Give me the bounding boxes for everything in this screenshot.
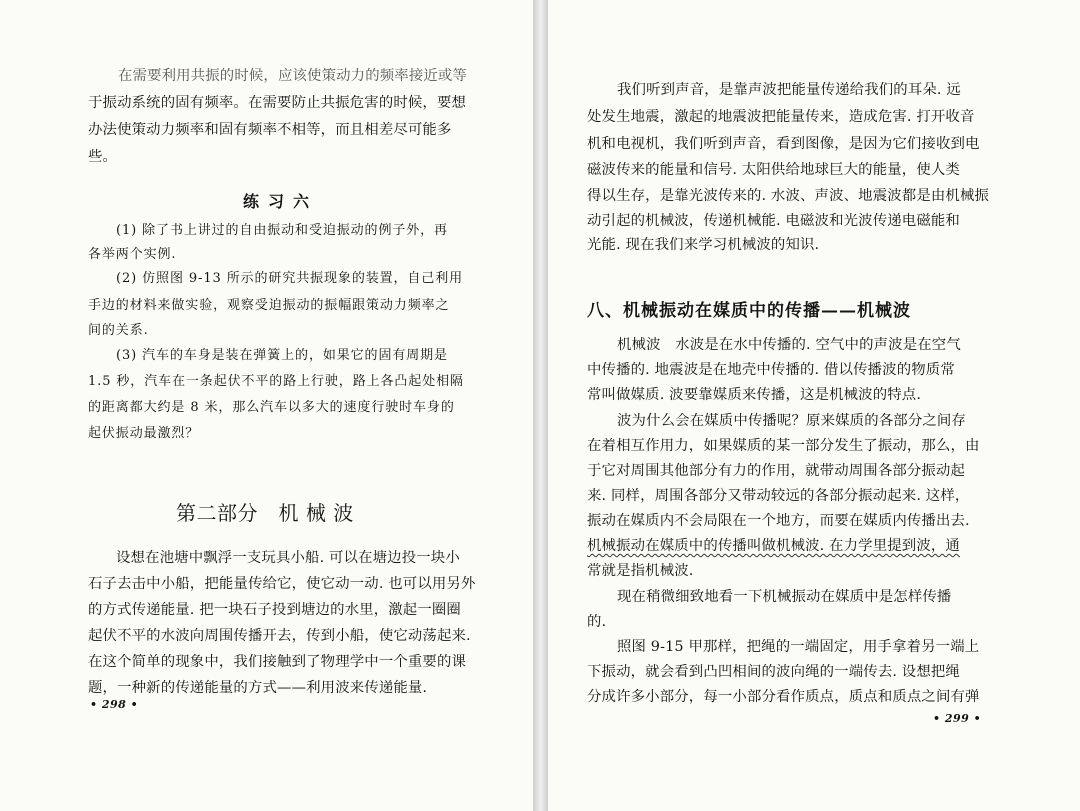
text-line: 些。 xyxy=(88,149,118,165)
text-line: 照图 9-15 甲那样，把绳的一端固定，用手拿着另一端上 xyxy=(617,639,980,655)
exercise-line: 间的关系. xyxy=(88,323,149,338)
text-line: 题，一种新的传递能量的方式——利用波来传递能量. xyxy=(88,680,428,696)
text-line: 在这个简单的现象中，我们接触到了物理学中一个重要的课 xyxy=(88,654,467,670)
text-line: 设想在池塘中飘浮一支玩具小船. 可以在塘边投一块小 xyxy=(116,550,460,566)
exercise-line: 1.5 秒，汽车在一条起伏不平的路上行驶，路上各凸起处相隔 xyxy=(88,374,464,389)
exercise-line: 的距离都大约是 8 米，那么汽车以多大的速度行驶时车身的 xyxy=(88,400,455,415)
text-line: 动引起的机械波，传递机械能. 电磁波和光波传递电磁能和 xyxy=(587,213,960,229)
text-line: 机械波 水波是在水中传播的. 空气中的声波是在空气 xyxy=(617,337,961,353)
text-line: 在需要利用共振的时候，应该使策动力的频率接近或等 xyxy=(118,68,467,84)
text-line-definition: 机械振动在媒质中的传播叫做机械波. 在力学里提到波，通 xyxy=(587,538,960,554)
text-line: 我们听到声音，是靠声波把能量传递给我们的耳朵. 远 xyxy=(617,82,961,98)
exercise-line: 各举两个实例. xyxy=(88,247,177,262)
page-number: • 298 • xyxy=(90,698,139,711)
text-line: 处发生地震，激起的地震波把能量传来，造成危害. 打开收音 xyxy=(587,109,975,125)
text-line: 波为什么会在媒质中传播呢？原来媒质的各部分之间存 xyxy=(617,413,966,429)
part-title: 第二部分 机 械 波 xyxy=(176,501,354,525)
text-line: 下振动，就会看到凸凹相间的波向绳的一端传去. 设想把绳 xyxy=(587,664,960,680)
right-page xyxy=(548,0,1080,811)
left-page xyxy=(0,0,533,811)
exercise-line: (2) 仿照图 9-13 所示的研究共振现象的装置，自己利用 xyxy=(116,271,464,286)
text-line: 的方式传递能量. 把一块石子投到塘边的水里，激起一圈圈 xyxy=(88,602,461,618)
text-line: 常叫做媒质. 波要靠媒质来传播，这是机械波的特点. xyxy=(587,387,922,403)
text-line: 光能. 现在我们来学习机械波的知识. xyxy=(587,237,820,253)
text-line: 机和电视机，我们听到声音，看到图像，是因为它们接收到电 xyxy=(587,136,980,152)
text-line: 常就是指机械波. xyxy=(587,563,694,579)
text-line: 在着相互作用力，如果媒质的某一部分发生了振动，那么，由 xyxy=(587,438,980,454)
book-gutter xyxy=(533,0,548,811)
exercise-line: (1) 除了书上讲过的自由振动和受迫振动的例子外，再 xyxy=(116,223,448,238)
page-number: • 299 • xyxy=(933,712,982,725)
text-line: 磁波传来的能量和信号. 太阳供给地球巨大的能量，使人类 xyxy=(587,162,960,178)
text-line: 来. 同样，周围各部分又带动较远的各部分振动起来. 这样， xyxy=(587,488,970,504)
text-line: 振动在媒质内不会局限在一个地方，而要在媒质内传播出去. xyxy=(587,513,970,529)
text-line: 办法使策动力频率和固有频率不相等，而且相差尽可能多 xyxy=(88,122,452,138)
exercise-line: 手边的材料来做实验，观察受迫振动的振幅跟策动力频率之 xyxy=(88,298,450,313)
chapter-title: 八、机械振动在媒质中的传播——机械波 xyxy=(587,301,911,321)
exercise-line: (3) 汽车的车身是装在弹簧上的，如果它的固有周期是 xyxy=(116,348,448,363)
text-line: 石子去击中小船，把能量传给它，使它动一动. 也可以用另外 xyxy=(88,576,476,592)
text-line: 得以生存，是靠光波传来的. 水波、声波、地震波都是由机械振 xyxy=(587,188,990,204)
text-line: 的. xyxy=(587,614,607,630)
exercise-line: 起伏振动最激烈？ xyxy=(88,426,200,441)
text-line: 中传播的. 地震波是在地壳中传播的. 借以传播波的物质常 xyxy=(587,362,955,378)
text-line: 现在稍微细致地看一下机械振动在媒质中是怎样传播 xyxy=(617,589,952,605)
text-line: 于它对周围其他部分有力的作用，就带动周围各部分振动起 xyxy=(587,463,966,479)
exercise-title: 练习六 xyxy=(243,192,319,211)
text-line: 起伏不平的水波向周围传播开去，传到小船，使它动荡起来. xyxy=(88,628,471,644)
text-line: 于振动系统的固有频率。在需要防止共振危害的时候，要想 xyxy=(88,95,467,111)
text-line: 分成许多小部分，每一小部分看作质点，质点和质点之间有弹 xyxy=(587,689,980,705)
